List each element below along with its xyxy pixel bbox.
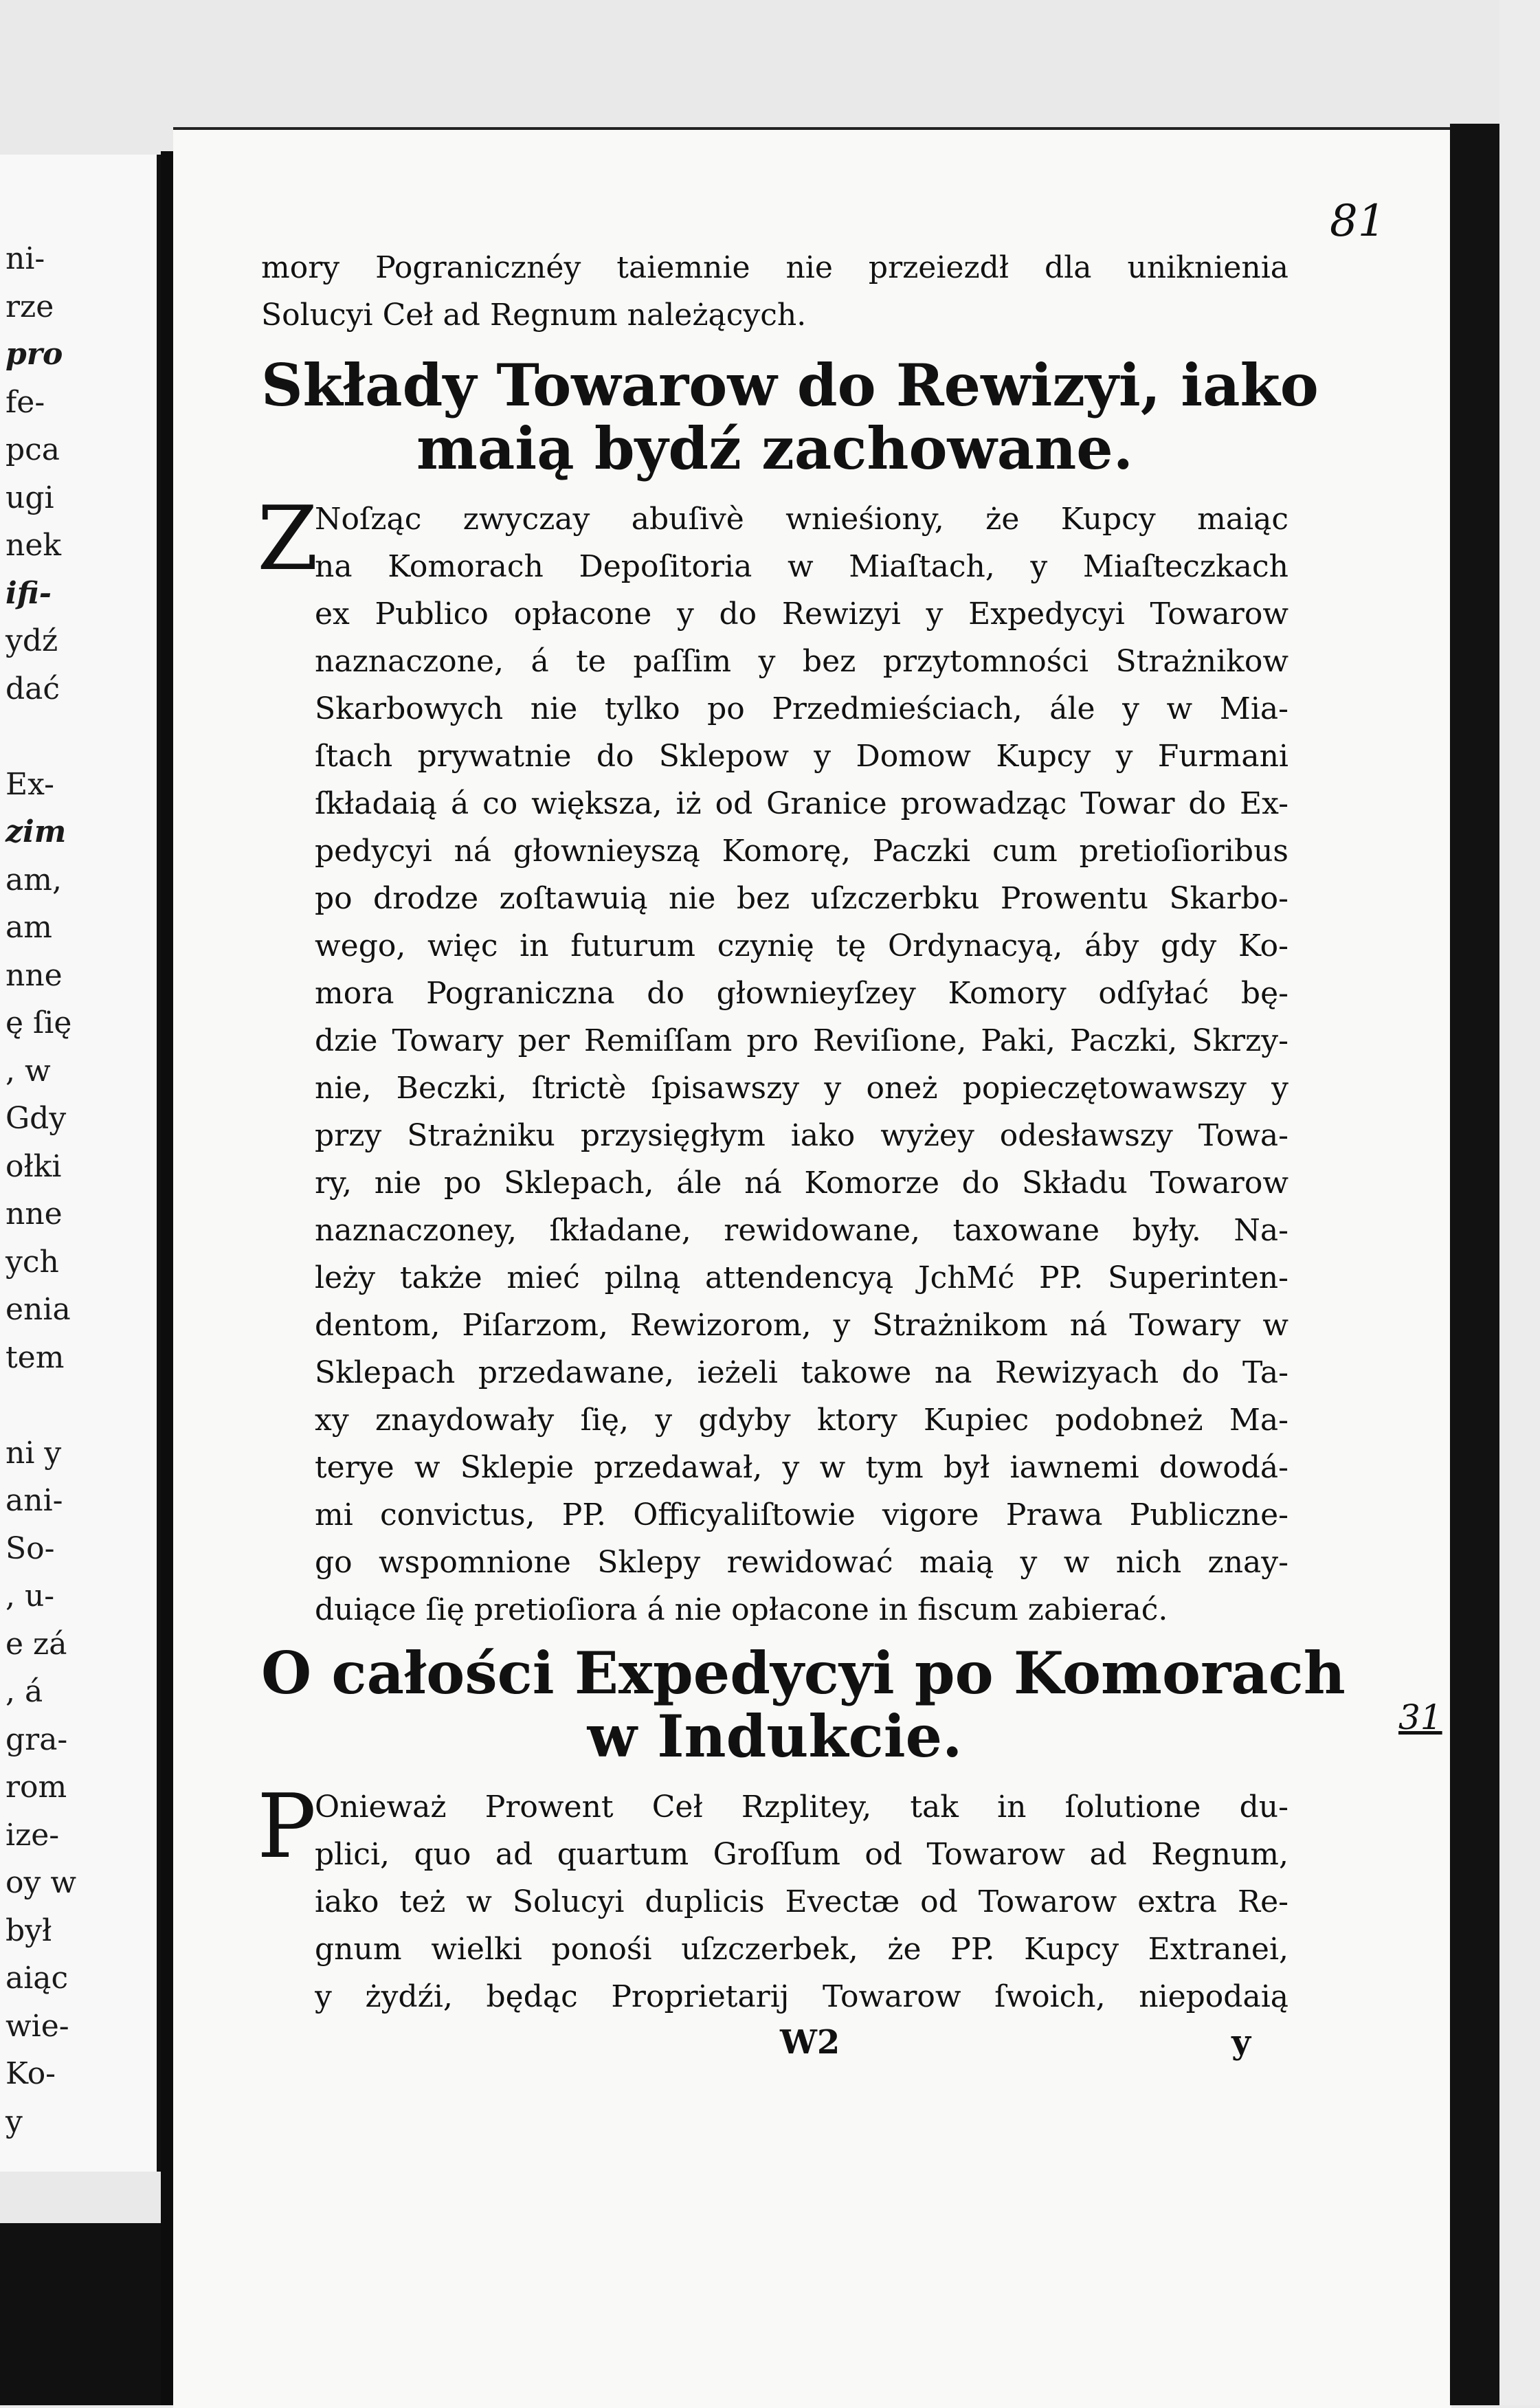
text-line: po drodze zoſtawuią nie bez uſzczerbku Prowentu Skarbo- (315, 881, 1288, 916)
text-line: ry, nie po Sklepach, ále ná Komorze do Składu Towarow (315, 1166, 1288, 1201)
text-line: Solucyi Ceł ad Regnum należących. (261, 298, 807, 333)
left-page-text-fragment: ifi- (5, 575, 52, 611)
text-line: iako też w Solucyi duplicis Evectæ od Towarow extra Re- (315, 1884, 1288, 1919)
left-page-text-fragment: ani- (5, 1483, 63, 1518)
left-page-text-fragment: pro (5, 337, 63, 372)
left-page-text-fragment: So- (5, 1530, 55, 1566)
text-line: naznaczone, á te paſſim y bez przytomności Strażnikow (315, 644, 1288, 679)
text-line: Onieważ Prowent Ceł Rzplitey, tak in ſolutione du- (315, 1790, 1288, 1825)
left-page-text-fragment: oy w (5, 1865, 76, 1900)
catchline (261, 2023, 1288, 2071)
left-page-text-fragment: zim (5, 814, 67, 849)
text-line: ſtach prywatnie do Sklepow y Domow Kupcy y Furmani (315, 739, 1288, 774)
left-page-text-fragment: Ex- (5, 766, 55, 802)
heading-line: maią bydź zachowane. (416, 414, 1133, 482)
left-page-text-fragment: ize- (5, 1817, 60, 1853)
text-line: przy Strażniku przysięgłym iako wyżey odesławszy Towa- (315, 1118, 1288, 1153)
text-line: na Komorach Depoſitoria w Miaſtach, y Miaſteczkach (315, 549, 1288, 584)
text-line: mory Pogranicznéy taiemnie nie przeiezdł dla uniknienia (261, 250, 1288, 285)
catchword: y (1231, 2023, 1251, 2062)
text-block (257, 244, 1346, 2071)
margin-note: 31 (1398, 1697, 1442, 1737)
left-page-text-fragment: rom (5, 1770, 67, 1805)
text-line: gnum wielki ponośi uſzczerbek, że PP. Kupcy Extranei, (315, 1932, 1288, 1967)
right-margin (1499, 0, 1540, 2405)
left-page-text-fragment: am, (5, 862, 62, 898)
left-page-text-fragment: Ko- (5, 2056, 56, 2091)
left-page-text-fragment: nek (5, 528, 62, 563)
text-line: leży także mieć pilną attendencyą JchMć PP. Superinten- (315, 1260, 1288, 1295)
intro-paragraph (261, 244, 1288, 339)
drop-cap: Z (257, 488, 318, 590)
left-page-text-fragment: był (5, 1913, 52, 1948)
left-page-text-fragment: wie- (5, 2008, 69, 2044)
left-page-text-fragment: e zá (5, 1626, 67, 1662)
left-page-text-fragment: ugi (5, 480, 54, 515)
left-page-text-fragment: rze (5, 289, 54, 324)
left-page-text-fragment: dać (5, 671, 60, 706)
folio-number: 81 (1330, 196, 1386, 247)
text-line: dzie Towary per Remiſſam pro Reviſione, Paki, Paczki, Skrzy- (315, 1023, 1288, 1058)
left-page-text-fragment: ę ſię (5, 1005, 72, 1040)
left-page-fragment (0, 155, 161, 2172)
heading-sklady-towarow (261, 351, 1319, 482)
text-line: terye w Sklepie przedawał, y w tym był iawnemi dowodá- (315, 1450, 1288, 1485)
left-page-text-fragment: y (5, 2104, 23, 2139)
heading-line: Składy Towarow do Rewizyi, iako (261, 351, 1319, 419)
heading-o-calosci-expedycyi (261, 1639, 1346, 1770)
text-line: wego, więc in futurum czynię tę Ordynacyą, áby gdy Ko- (315, 928, 1288, 963)
text-line: xy znaydowały ſię, y gdyby ktory Kupiec podobneż Ma- (315, 1403, 1288, 1438)
left-page-text-fragment: ni- (5, 241, 45, 276)
left-page-text-fragment: , á (5, 1674, 43, 1709)
left-page-text-fragment: pca (5, 432, 60, 467)
text-line: nie, Beczki, ſtrictè ſpisawszy y oneż popieczętowawszy y (315, 1071, 1288, 1106)
left-page-text-fragment: nne (5, 957, 63, 993)
drop-cap: P (257, 1776, 317, 1878)
text-line: go wspomnione Sklepy rewidować maią y w nich znay- (315, 1545, 1288, 1580)
left-page-text-fragment: tem (5, 1339, 65, 1375)
paragraph-poniewaz (257, 1776, 1288, 2020)
left-page-text-fragment: ni y (5, 1435, 62, 1471)
text-line: ſkładaią á co większa, iż od Granice prowadząc Towar do Ex- (315, 786, 1288, 821)
text-line: Skarbowych nie tylko po Przedmieściach, ále y w Mia- (315, 691, 1288, 726)
text-line: naznaczoney, ſkładane, rewidowane, taxowane były. Na- (315, 1213, 1288, 1248)
left-page-text-fragment: am (5, 910, 52, 945)
left-page-text-fragment: fe- (5, 384, 45, 420)
text-line: ex Publico opłacone y do Rewizyi y Expedycyi Towarow (315, 597, 1288, 632)
text-line: duiące ſię pretioſiora á nie opłacone in fiscum zabierać. (315, 1592, 1168, 1627)
left-page-text-fragment: , u- (5, 1579, 55, 1614)
text-line: pedycyi ná głownieyszą Komorę, Paczki cum pretioſioribus (315, 834, 1288, 869)
book-gutter (161, 151, 173, 2405)
left-page-text-fragment: Gdy (5, 1101, 67, 1136)
text-line: mi convictus, PP. Officyaliſtowie vigore Prawa Publiczne- (315, 1497, 1288, 1532)
left-bottom-shadow (0, 2223, 165, 2405)
signature-mark: W2 (780, 2023, 840, 2062)
heading-line: O całości Expedycyi po Komorach (261, 1639, 1346, 1707)
left-page-text-fragment: , w (5, 1053, 51, 1089)
text-line: mora Pograniczna do głownieyſzey Komory odſyłać bę- (315, 976, 1288, 1011)
left-page-text-fragment: enia (5, 1292, 71, 1327)
left-page-text-fragment: ołki (5, 1148, 62, 1184)
left-page-text-fragment: ych (5, 1244, 59, 1280)
text-line: plici, quo ad quartum Groſſum od Towarow ad Regnum, (315, 1837, 1288, 1872)
text-line: y żydźi, będąc Proprietarij Towarow ſwoich, niepodaią (315, 1979, 1288, 2014)
text-line: Noſząc zwyczay abuſivè wnieśiony, że Kupcy maiąc (315, 502, 1288, 537)
right-edge-shadow (1450, 124, 1499, 2405)
heading-line: w Indukcie. (587, 1702, 963, 1770)
left-page-text-fragment: aiąc (5, 1961, 69, 1996)
left-page-text-fragment: ydź (5, 623, 58, 658)
paragraph-znoszac (257, 488, 1288, 1634)
text-line: dentom, Piſarzom, Rewizorom, y Strażnikom ná Towary w (315, 1308, 1288, 1343)
left-page-text-fragment: gra- (5, 1721, 68, 1757)
left-page-text-fragment: nne (5, 1196, 63, 1231)
text-line: Sklepach przedawane, ieżeli takowe na Rewizyach do Ta- (315, 1355, 1288, 1390)
